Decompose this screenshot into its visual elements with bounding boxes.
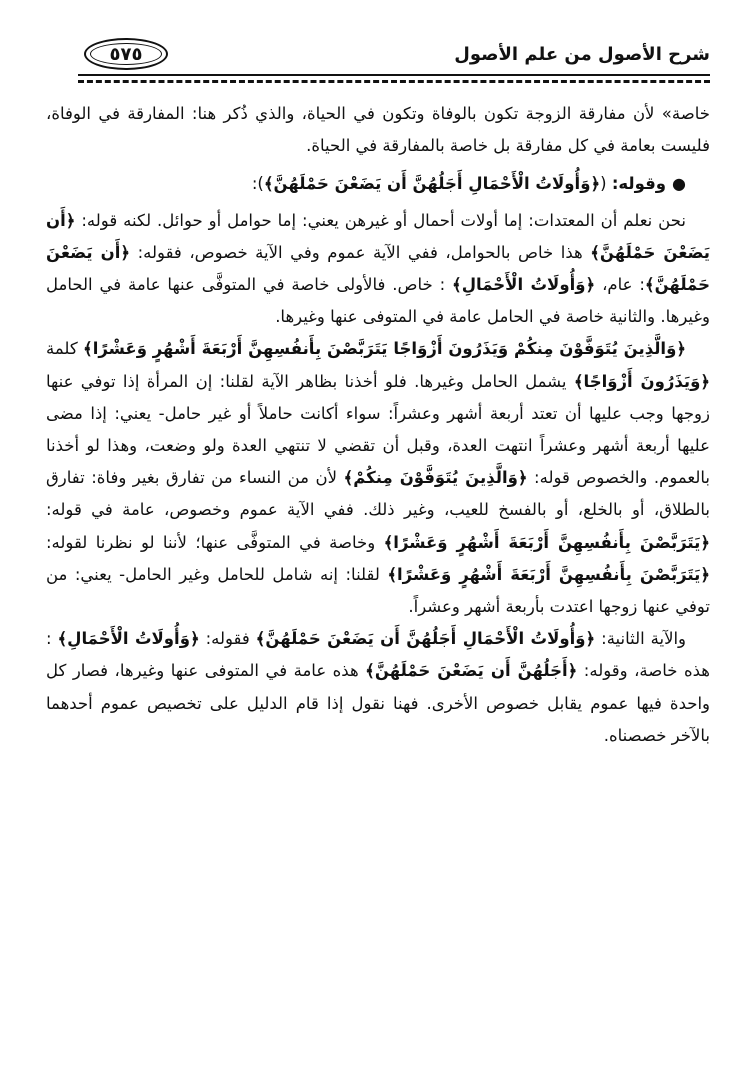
- page-number: ٥٧٥: [109, 43, 143, 65]
- paragraph-1-text: خاصة» لأن مفارقة الزوجة تكون بالوفاة وتكون في الحياة، والذي ذُكر هنا: المفارقة في الوفاة، فليست بعامة في كل مفارقة بل خاصة بالمفارقة في الحياة.: [46, 104, 710, 156]
- quran-verse: ﴿وَأُولَاتُ الْأَحْمَالِ﴾: [57, 629, 200, 649]
- paragraph-2-lead: وقوله:: [611, 174, 667, 194]
- paragraph-4: [46, 333, 710, 623]
- paragraph-5-text-b: فقوله:: [205, 629, 250, 649]
- paragraph-2-end: :: [251, 174, 258, 194]
- page-body: [46, 98, 710, 752]
- quran-verse: ﴿أَن يَضَعْنَ حَمْلَهُنَّ﴾: [46, 210, 710, 262]
- paragraph-5-text-d: هذه عامة في المتوفى عنها وغيرها، فصار كل واحدة فيها عموم يقابل خصوص الأخرى. فهنا نقول إذا قام الدليل على تخصيص عموم أحدهما بالآخر خصصناه.: [46, 661, 710, 745]
- page-number-badge: [84, 38, 168, 70]
- paragraph-4-text-d: وخاصة في المتوفَّى عنها؛ لأننا لو نظرنا لقوله:: [46, 532, 376, 552]
- quran-verse: ﴿أَن يَضَعْنَ حَمْلَهُنَّ﴾: [46, 242, 711, 295]
- paragraph-2: ●وقوله: (﴿وَأُولَاتُ الْأَحْمَالِ أَجَلُهُنَّ أَن يَضَعْنَ حَمْلَهُنَّ﴾):: [251, 174, 686, 194]
- running-title: شرح الأصول من علم الأصول: [454, 44, 710, 65]
- paragraph-3-text-a: نحن نعلم أن المعتدات: إما أولات أحمال أو غيرهن يعني: إما حوامل أو حوائل. لكنه قوله:: [81, 210, 686, 230]
- paragraph-3-text-c: : عام،: [602, 275, 645, 295]
- quran-verse: ﴿وَأُولَاتُ الْأَحْمَالِ أَجَلُهُنَّ أَن يَضَعْنَ حَمْلَهُنَّ﴾: [263, 174, 601, 194]
- paragraph-3: [46, 205, 710, 334]
- paragraph-3-text-d: : خاص. فالأولى خاصة في المتوفَّى عنها عامة في الحامل وغيرها. والثانية خاصة في الحامل عامة في المتوفى عنها وغيرها.: [46, 275, 710, 327]
- bullet-icon: ●: [672, 174, 686, 194]
- paragraph-4-text-a: كلمة: [46, 339, 78, 359]
- paragraph-4-text-b: يشمل الحامل وغيرها. فلو أخذنا بظاهر الآية لقلنا: إن المرأة إذا توفي عنها زوجها وجب عليها أن تعتد أربعة أشهر وعشراً: سواء أكانت حاملاً أو غير حامل- يعني: إذا مضى عليها أربعة أشهر وعشراً انتهت العدة، وقبل أن تقضي لا تنتهي العدة ولو وضعت، وهذا لو أخذنا بالعموم. والخصوص قوله:: [46, 371, 711, 488]
- quran-verse: ﴿أَجَلُهُنَّ أَن يَضَعْنَ حَمْلَهُنَّ﴾: [365, 661, 578, 681]
- header-rule: [78, 74, 710, 76]
- paragraph-4-text-e: لقلنا: إنه شامل للحامل وغير الحامل- يعني: من توفي عنها زوجها اعتدت بأربعة أشهر وعشراً.: [46, 564, 710, 617]
- header-dashed-rule: [78, 80, 710, 83]
- quran-verse: ﴿وَالَّذِينَ يُتَوَفَّوْنَ مِنكُمْ وَيَذَرُونَ أَزْوَاجًا يَتَرَبَّصْنَ بِأَنفُسِهِنَّ أَرْبَعَةَ أَشْهُرٍ وَعَشْرًا﴾: [83, 339, 686, 359]
- quran-verse: ﴿يَتَرَبَّصْنَ بِأَنفُسِهِنَّ أَرْبَعَةَ أَشْهُرٍ وَعَشْرًا﴾: [387, 564, 710, 584]
- quran-verse: ﴿يَتَرَبَّصْنَ بِأَنفُسِهِنَّ أَرْبَعَةَ أَشْهُرٍ وَعَشْرًا﴾: [383, 532, 711, 552]
- paragraph-3-text-b: هذا خاص بالحوامل، ففي الآية عموم وفي الآية خصوص، فقوله:: [137, 242, 583, 262]
- quran-verse: ﴿وَأُولَاتُ الْأَحْمَالِ﴾: [452, 275, 596, 295]
- paragraph-5-text-a: والآية الثانية:: [601, 629, 687, 649]
- page-header: [78, 34, 710, 84]
- paragraph-5-text-c: : هذه خاصة، وقوله:: [46, 629, 711, 681]
- quran-verse: ﴿وَالَّذِينَ يُتَوَفَّوْنَ مِنكُمْ﴾: [343, 468, 528, 488]
- paragraph-1: [46, 98, 710, 162]
- paragraph-4-text-c: لأن من النساء من تفارق بغير وفاة: تفارق بالطلاق، أو بالخلع، أو بالفسخ للعيب، وغير ذلك. ففي الآية عموم وخصوص، عامة في قوله:: [46, 468, 710, 520]
- quran-verse: ﴿وَيَذَرُونَ أَزْوَاجًا﴾: [573, 371, 710, 391]
- paragraph-5: [46, 623, 710, 752]
- quran-verse: ﴿وَأُولَاتُ الْأَحْمَالِ أَجَلُهُنَّ أَن يَضَعْنَ حَمْلَهُنَّ﴾: [255, 629, 596, 649]
